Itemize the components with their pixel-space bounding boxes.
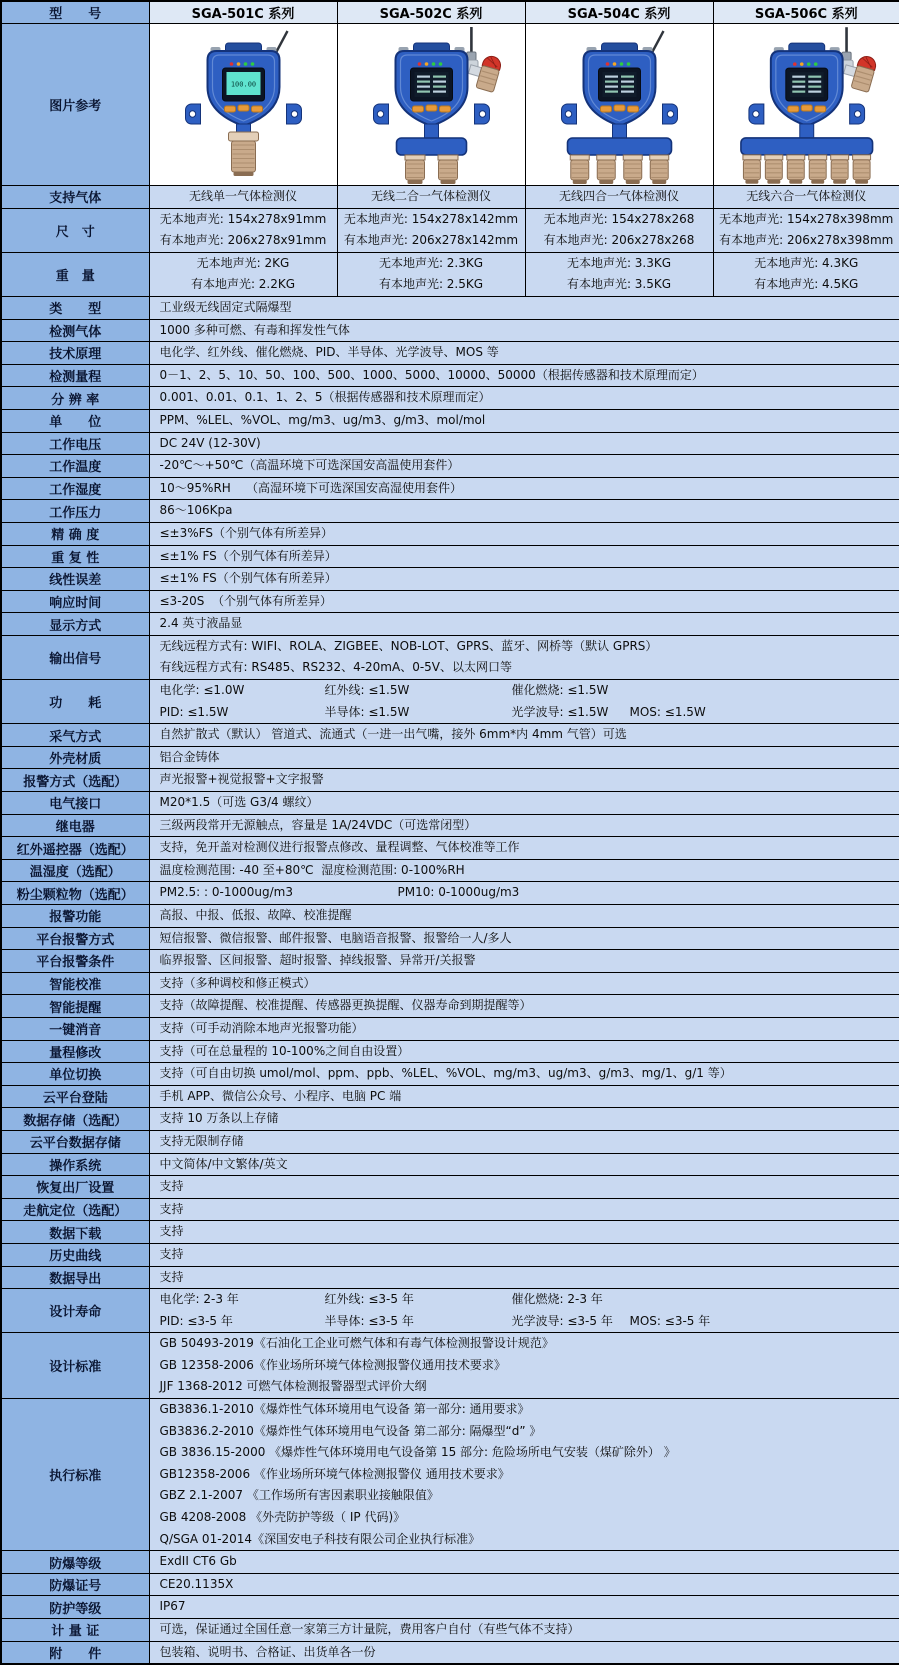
spec-value-line: JJF 1368-2012 可燃气体检测报警器型式评价大纲: [150, 1376, 899, 1398]
row-label: 红外遥控器（选配）: [1, 837, 149, 860]
row-label: 报警方式（选配）: [1, 769, 149, 792]
spec-value-cell: [149, 319, 899, 342]
antenna-icon: [845, 27, 848, 54]
spec-value-segment: 红外线: ≤1.5W: [325, 680, 512, 702]
spec-value-line: 有本地声光: 2.5KG: [338, 274, 525, 296]
spec-value-cell: [149, 1130, 899, 1153]
spec-value: ≤±3%FS（个别气体有所差异）: [150, 523, 899, 545]
spec-value-segment: MOS: ≤3-5 年: [630, 1311, 899, 1333]
row-label: 检测量程: [1, 364, 149, 387]
spec-value-cell: [149, 1176, 899, 1199]
spec-value-segment: 光学波导: ≤3-5 年: [512, 1311, 630, 1333]
spec-value-cell: [525, 252, 713, 296]
spec-value: 支持 10 万条以上存储: [150, 1108, 899, 1130]
spec-value-cell: [149, 905, 899, 928]
row-label: 电气接口: [1, 792, 149, 815]
spec-value: 支持（可自由切换 umol/mol、ppm、ppb、%LEL、%VOL、mg/m3、ug/m3、g/m3、mg/1、g/1 等）: [150, 1063, 899, 1085]
spec-value-line: 有线远程方式有: RS485、RS232、4-20mA、0-5V、以太网口等: [150, 657, 899, 679]
row-label: 平台报警条件: [1, 950, 149, 973]
spec-value-cell: [149, 635, 899, 679]
spec-row: [1, 837, 899, 860]
spec-value-cell: [149, 927, 899, 950]
row-label: 重 量: [1, 252, 149, 296]
spec-row: [1, 387, 899, 410]
spec-value: ExdII CT6 Gb: [150, 1551, 899, 1573]
sensor-manifold: [396, 138, 466, 155]
spec-value-cell: [149, 432, 899, 455]
model-column-header: SGA-502C 系列: [337, 1, 525, 24]
spec-value-cell: [149, 1266, 899, 1289]
spec-row: [1, 769, 899, 792]
spec-value: 温度检测范围: -40 至+80℃ 湿度检测范围: 0-100%RH: [150, 860, 899, 882]
spec-value-line: GB3836.1-2010《爆炸性气体环境用电气设备 第一部分: 通用要求》: [150, 1399, 899, 1421]
row-label: 单位切换: [1, 1063, 149, 1086]
spec-value-cell: [337, 186, 525, 209]
spec-value-cell: [337, 252, 525, 296]
spec-row: [1, 1017, 899, 1040]
model-column-header: SGA-501C 系列: [149, 1, 337, 24]
spec-value-cell: [149, 1399, 899, 1551]
spec-value-cell: [149, 1333, 899, 1399]
spec-value: ≤±1% FS（个别气体有所差异）: [150, 546, 899, 568]
row-label: 工作电压: [1, 432, 149, 455]
spec-value: DC 24V (12-30V): [150, 433, 899, 455]
spec-value-cell: [149, 1596, 899, 1619]
spec-value-cell: [149, 387, 899, 410]
spec-value: PPM、%LEL、%VOL、mg/m3、ug/m3、g/m3、mol/mol: [150, 410, 899, 432]
model-column-header: SGA-506C 系列: [713, 1, 899, 24]
spec-row: [1, 1198, 899, 1221]
spec-row: [1, 455, 899, 478]
spec-value-line: GB 3836.15-2000 《爆炸性气体环境用电气设备第 15 部分: 危险场所电气安装（煤矿除外） 》: [150, 1442, 899, 1464]
spec-value: 短信报警、微信报警、邮件报警、电脑语音报警、报警给一人/多人: [150, 928, 899, 950]
spec-value-segment: PM2.5: : 0-1000ug/m3: [160, 882, 398, 904]
row-label: 数据下载: [1, 1221, 149, 1244]
spec-value-cell: [149, 1040, 899, 1063]
spec-value-cell: [713, 252, 899, 296]
spec-value-line: [150, 702, 899, 724]
spec-value-cell: [149, 296, 899, 319]
spec-value: 0－1、2、5、10、50、100、500、1000、5000、10000、50000（根据传感器和技术原理而定）: [150, 365, 899, 387]
spec-row: [1, 1596, 899, 1619]
spec-value-line: 有本地声光: 3.5KG: [526, 274, 713, 296]
spec-value-cell: [149, 1573, 899, 1596]
spec-value: 支持: [150, 1221, 899, 1243]
spec-value-cell: [337, 208, 525, 252]
spec-value-cell: [149, 837, 899, 860]
spec-value-line: [150, 1311, 899, 1333]
spec-value: 声光报警+视觉报警+文字报警: [150, 769, 899, 791]
row-label: 温湿度（选配）: [1, 859, 149, 882]
spec-value-cell: [149, 455, 899, 478]
spec-row: [1, 296, 899, 319]
spec-value: 支持（多种调校和修正模式）: [150, 973, 899, 995]
spec-value-line: 无本地声光: 154x278x142mm: [338, 209, 525, 231]
spec-value: 支持（可在总量程的 10-100%之间自由设置）: [150, 1041, 899, 1063]
product-image-sga-506c: [714, 24, 899, 185]
spec-row: [1, 680, 899, 724]
spec-value: 支持: [150, 1176, 899, 1198]
spec-value-cell: [149, 477, 899, 500]
spec-row: [1, 568, 899, 591]
product-image-sga-501c: [150, 24, 337, 185]
spec-value-cell: [149, 208, 337, 252]
row-label: 支持气体: [1, 186, 149, 209]
spec-value-cell: [713, 186, 899, 209]
spec-value-line: 无线二合一气体检测仪: [338, 186, 525, 208]
spec-value-segment: PM10: 0-1000ug/m3: [398, 882, 899, 904]
spec-row: [1, 1153, 899, 1176]
row-label: 输出信号: [1, 635, 149, 679]
row-label: 单 位: [1, 409, 149, 432]
spec-row: [1, 500, 899, 523]
spec-value: 支持，免开盖对检测仪进行报警点修改、量程调整、气体校准等工作: [150, 837, 899, 859]
row-label: 显示方式: [1, 613, 149, 636]
spec-row: [1, 364, 899, 387]
spec-row: [1, 1266, 899, 1289]
spec-row: [1, 1333, 899, 1399]
spec-value-cell: [149, 1153, 899, 1176]
spec-value-line: 无本地声光: 3.3KG: [526, 253, 713, 275]
spec-row: [1, 319, 899, 342]
spec-value: 支持: [150, 1267, 899, 1289]
row-label: 工作温度: [1, 455, 149, 478]
spec-value-line: 无线远程方式有: WIFI、ROLA、ZIGBEE、NOB-LOT、GPRS、蓝牙、网桥等（默认 GPRS）: [150, 636, 899, 658]
spec-row: [1, 1289, 899, 1333]
spec-value-cell: [149, 568, 899, 591]
row-label: 云平台登陆: [1, 1085, 149, 1108]
spec-value-segment: 催化燃烧: 2-3 年: [512, 1289, 899, 1311]
row-label: 数据存储（选配）: [1, 1108, 149, 1131]
spec-value: CE20.1135X: [150, 1574, 899, 1596]
row-label: 报警功能: [1, 905, 149, 928]
spec-value-segment: 光学波导: ≤1.5W: [512, 702, 630, 724]
spec-value-cell: [149, 1641, 899, 1664]
spec-value: 86～106Kpa: [150, 500, 899, 522]
spec-value-line: GB 12358-2006《作业场所环境气体检测报警仪通用技术要求》: [150, 1355, 899, 1377]
spec-value: 自然扩散式（默认） 管道式、流通式（一进一出气嘴，接外 6mm*内 4mm 气管）可选: [150, 724, 899, 746]
spec-row: [1, 186, 899, 209]
row-label: 工作湿度: [1, 477, 149, 500]
spec-row: [1, 1176, 899, 1199]
row-label: 线性误差: [1, 568, 149, 591]
spec-value-cell: [149, 1085, 899, 1108]
spec-row: [1, 972, 899, 995]
spec-value-segment: 半导体: ≤1.5W: [325, 702, 512, 724]
spec-value: 手机 APP、微信公众号、小程序、电脑 PC 端: [150, 1086, 899, 1108]
spec-row: [1, 792, 899, 815]
spec-row: [1, 746, 899, 769]
spec-value: 中文简体/中文繁体/英文: [150, 1154, 899, 1176]
spec-value-line: GB 50493-2019《石油化工企业可燃气体和有毒气体检测报警设计规范》: [150, 1333, 899, 1355]
spec-value: 可选，保证通过全国任意一家第三方计量院，费用客户自付（有些气体不支持）: [150, 1619, 899, 1641]
row-label: 检测气体: [1, 319, 149, 342]
spec-value-cell: [149, 186, 337, 209]
sensor-manifold: [567, 138, 671, 155]
product-image-cell: [713, 24, 899, 186]
spec-value-line: 有本地声光: 206x278x142mm: [338, 230, 525, 252]
spec-value-cell: [149, 1108, 899, 1131]
spec-value-cell: [149, 882, 899, 905]
spec-value-line: 无本地声光: 154x278x268: [526, 209, 713, 231]
row-label: 分 辨 率: [1, 387, 149, 410]
spec-value-line: 无本地声光: 154x278x91mm: [150, 209, 337, 231]
row-label: 重 复 性: [1, 545, 149, 568]
spec-row: [1, 814, 899, 837]
row-label: 功 耗: [1, 680, 149, 724]
row-label: 平台报警方式: [1, 927, 149, 950]
spec-value-cell: [149, 409, 899, 432]
spec-row: [1, 1085, 899, 1108]
spec-value-cell: [149, 545, 899, 568]
spec-value-line: [150, 1289, 899, 1311]
spec-value-cell: [149, 613, 899, 636]
spec-value: 包装箱、说明书、合格证、出货单各一份: [150, 1642, 899, 1664]
product-image-cell: [525, 24, 713, 186]
spec-value-line: 有本地声光: 206x278x398mm: [714, 230, 899, 252]
spec-value: ≤3-20S （个别气体有所差异）: [150, 591, 899, 613]
row-label: 防爆等级: [1, 1551, 149, 1574]
spec-value: 支持（故障提醒、校准提醒、传感器更换提醒、仪器寿命到期提醒等）: [150, 995, 899, 1017]
row-label: 一键消音: [1, 1017, 149, 1040]
spec-value-cell: [149, 364, 899, 387]
row-label: 粉尘颗粒物（选配）: [1, 882, 149, 905]
spec-value: 支持: [150, 1199, 899, 1221]
spec-value-line: 有本地声光: 206x278x268: [526, 230, 713, 252]
spec-value-cell: [149, 342, 899, 365]
spec-row: [1, 409, 899, 432]
row-label: 恢复出厂设置: [1, 1176, 149, 1199]
spec-value-line: 有本地声光: 206x278x91mm: [150, 230, 337, 252]
spec-row: [1, 1040, 899, 1063]
spec-row: [1, 1221, 899, 1244]
spec-row: [1, 927, 899, 950]
spec-value-segment: 红外线: ≤3-5 年: [325, 1289, 512, 1311]
spec-value-line: Q/SGA 01-2014《深国安电子科技有限公司企业执行标准》: [150, 1529, 899, 1551]
row-label: 执行标准: [1, 1399, 149, 1551]
spec-value-cell: [149, 724, 899, 747]
spec-value-cell: [713, 208, 899, 252]
spec-value-cell: [149, 1551, 899, 1574]
row-label: 量程修改: [1, 1040, 149, 1063]
row-label: 计 量 证: [1, 1619, 149, 1642]
spec-value-line: [150, 882, 899, 904]
spec-value: ≤±1% FS（个别气体有所差异）: [150, 568, 899, 590]
spec-value-line: 无线四合一气体检测仪: [526, 186, 713, 208]
spec-row: [1, 252, 899, 296]
spec-value: 10～95%RH （高湿环境下可选深国安高湿使用套件）: [150, 478, 899, 500]
spec-value-cell: [149, 1289, 899, 1333]
row-label: 响应时间: [1, 590, 149, 613]
row-label-image: 图片参考: [1, 24, 149, 186]
spec-value-cell: [149, 792, 899, 815]
spec-value-segment: 催化燃烧: ≤1.5W: [512, 680, 899, 702]
spec-value-cell: [149, 1243, 899, 1266]
spec-row: [1, 1243, 899, 1266]
row-label: 继电器: [1, 814, 149, 837]
spec-value: 1000 多种可燃、有毒和挥发性气体: [150, 320, 899, 342]
product-image-cell: [149, 24, 337, 186]
spec-value: IP67: [150, 1596, 899, 1618]
spec-value-segment: 电化学: ≤1.0W: [160, 680, 325, 702]
row-label: 智能提醒: [1, 995, 149, 1018]
spec-row: [1, 613, 899, 636]
row-label: 采气方式: [1, 724, 149, 747]
spec-value-cell: [149, 1221, 899, 1244]
spec-value-line: 无本地声光: 4.3KG: [714, 253, 899, 275]
spec-row: [1, 859, 899, 882]
spec-value-cell: [149, 950, 899, 973]
product-image-sga-502c: [338, 24, 525, 185]
row-label: 外壳材质: [1, 746, 149, 769]
spec-value: 0.001、0.01、0.1、1、2、5（根据传感器和技术原理而定）: [150, 387, 899, 409]
spec-row: [1, 1130, 899, 1153]
spec-row: [1, 635, 899, 679]
spec-value-line: 无本地声光: 2.3KG: [338, 253, 525, 275]
spec-value-line: 有本地声光: 4.5KG: [714, 274, 899, 296]
image-row: [1, 24, 899, 186]
spec-value-cell: [149, 590, 899, 613]
row-label: 精 确 度: [1, 522, 149, 545]
spec-row: [1, 1619, 899, 1642]
product-image-cell: [337, 24, 525, 186]
spec-value: 支持: [150, 1244, 899, 1266]
spec-row: [1, 1108, 899, 1131]
spec-row: [1, 208, 899, 252]
row-label: 尺 寸: [1, 208, 149, 252]
spec-row: [1, 995, 899, 1018]
row-label: 数据导出: [1, 1266, 149, 1289]
spec-row: [1, 522, 899, 545]
spec-value-line: 有本地声光: 2.2KG: [150, 274, 337, 296]
spec-value: -20℃～+50℃（高温环境下可选深国安高温使用套件）: [150, 455, 899, 477]
spec-value-cell: [149, 814, 899, 837]
row-label: 类 型: [1, 296, 149, 319]
antenna-icon: [470, 27, 473, 54]
spec-value-line: GB3836.2-2010《爆炸性气体环境用电气设备 第二部分: 隔爆型“d” 》: [150, 1421, 899, 1443]
spec-value-line: 无本地声光: 154x278x398mm: [714, 209, 899, 231]
spec-value: 铝合金铸体: [150, 747, 899, 769]
spec-value-segment: 电化学: 2-3 年: [160, 1289, 325, 1311]
spec-row: [1, 432, 899, 455]
spec-value: 三级两段常开无源触点，容量是 1A/24VDC（可选常闭型）: [150, 815, 899, 837]
spec-row: [1, 724, 899, 747]
spec-value-cell: [149, 500, 899, 523]
row-label: 工作压力: [1, 500, 149, 523]
spec-value-line: GB12358-2006 《作业场所环境气体检测报警仪 通用技术要求》: [150, 1464, 899, 1486]
spec-value-cell: [149, 746, 899, 769]
row-label: 设计寿命: [1, 1289, 149, 1333]
spec-row: [1, 1399, 899, 1551]
row-label: 防爆证号: [1, 1573, 149, 1596]
spec-value: 电化学、红外线、催化燃烧、PID、半导体、光学波导、MOS 等: [150, 342, 899, 364]
spec-row: [1, 882, 899, 905]
spec-row: [1, 1551, 899, 1574]
row-label: 智能校准: [1, 972, 149, 995]
row-label: 云平台数据存储: [1, 1130, 149, 1153]
spec-value-cell: [149, 769, 899, 792]
spec-value-line: GB 4208-2008 《外壳防护等级（ IP 代码)》: [150, 1507, 899, 1529]
spec-value-cell: [149, 1619, 899, 1642]
spec-value-segment: 半导体: ≤3-5 年: [325, 1311, 512, 1333]
spec-value-line: 无本地声光: 2KG: [150, 253, 337, 275]
spec-row: [1, 590, 899, 613]
spec-value-cell: [149, 680, 899, 724]
spec-value: 工业级无线固定式隔爆型: [150, 297, 899, 319]
spec-value-line: [150, 680, 899, 702]
spec-value: 2.4 英寸液晶显: [150, 613, 899, 635]
spec-row: [1, 1573, 899, 1596]
spec-value-cell: [149, 972, 899, 995]
row-label: 防护等级: [1, 1596, 149, 1619]
row-label-model: 型 号: [1, 1, 149, 24]
product-image-sga-504c: [526, 24, 713, 185]
spec-value: 临界报警、区间报警、超时报警、掉线报警、异常开/关报警: [150, 950, 899, 972]
model-column-header: SGA-504C 系列: [525, 1, 713, 24]
spec-value-segment: MOS: ≤1.5W: [630, 702, 899, 724]
spec-value: 支持无限制存储: [150, 1131, 899, 1153]
spec-row: [1, 905, 899, 928]
spec-value-cell: [149, 522, 899, 545]
row-label: 附 件: [1, 1641, 149, 1664]
spec-value-segment: PID: ≤3-5 年: [160, 1311, 325, 1333]
spec-row: [1, 477, 899, 500]
spec-value-cell: [149, 859, 899, 882]
spec-value: 支持（可手动消除本地声光报警功能）: [150, 1018, 899, 1040]
spec-row: [1, 1063, 899, 1086]
spec-value-cell: [149, 995, 899, 1018]
spec-value-cell: [149, 1063, 899, 1086]
spec-value: 高报、中报、低报、故障、校准提醒: [150, 905, 899, 927]
spec-value-line: GBZ 2.1-2007 《工作场所有害因素职业接触限值》: [150, 1485, 899, 1507]
spec-value-cell: [149, 1017, 899, 1040]
spec-value-cell: [149, 252, 337, 296]
sensor-manifold: [740, 138, 872, 155]
spec-value-line: 无线单一气体检测仪: [150, 186, 337, 208]
row-label: 设计标准: [1, 1333, 149, 1399]
row-label: 历史曲线: [1, 1243, 149, 1266]
row-label: 技术原理: [1, 342, 149, 365]
row-label: 操作系统: [1, 1153, 149, 1176]
spec-value-segment: PID: ≤1.5W: [160, 702, 325, 724]
spec-row: [1, 1641, 899, 1664]
screen-reading: 100.00: [230, 81, 255, 89]
row-label: 走航定位（选配）: [1, 1198, 149, 1221]
spec-value: M20*1.5（可选 G3/4 螺纹）: [150, 792, 899, 814]
spec-row: [1, 545, 899, 568]
spec-value-cell: [525, 186, 713, 209]
spec-row: [1, 342, 899, 365]
spec-value-line: 无线六合一气体检测仪: [714, 186, 899, 208]
spec-value-cell: [525, 208, 713, 252]
spec-row: [1, 950, 899, 973]
spec-value-cell: [149, 1198, 899, 1221]
model-header-row: [1, 1, 899, 24]
